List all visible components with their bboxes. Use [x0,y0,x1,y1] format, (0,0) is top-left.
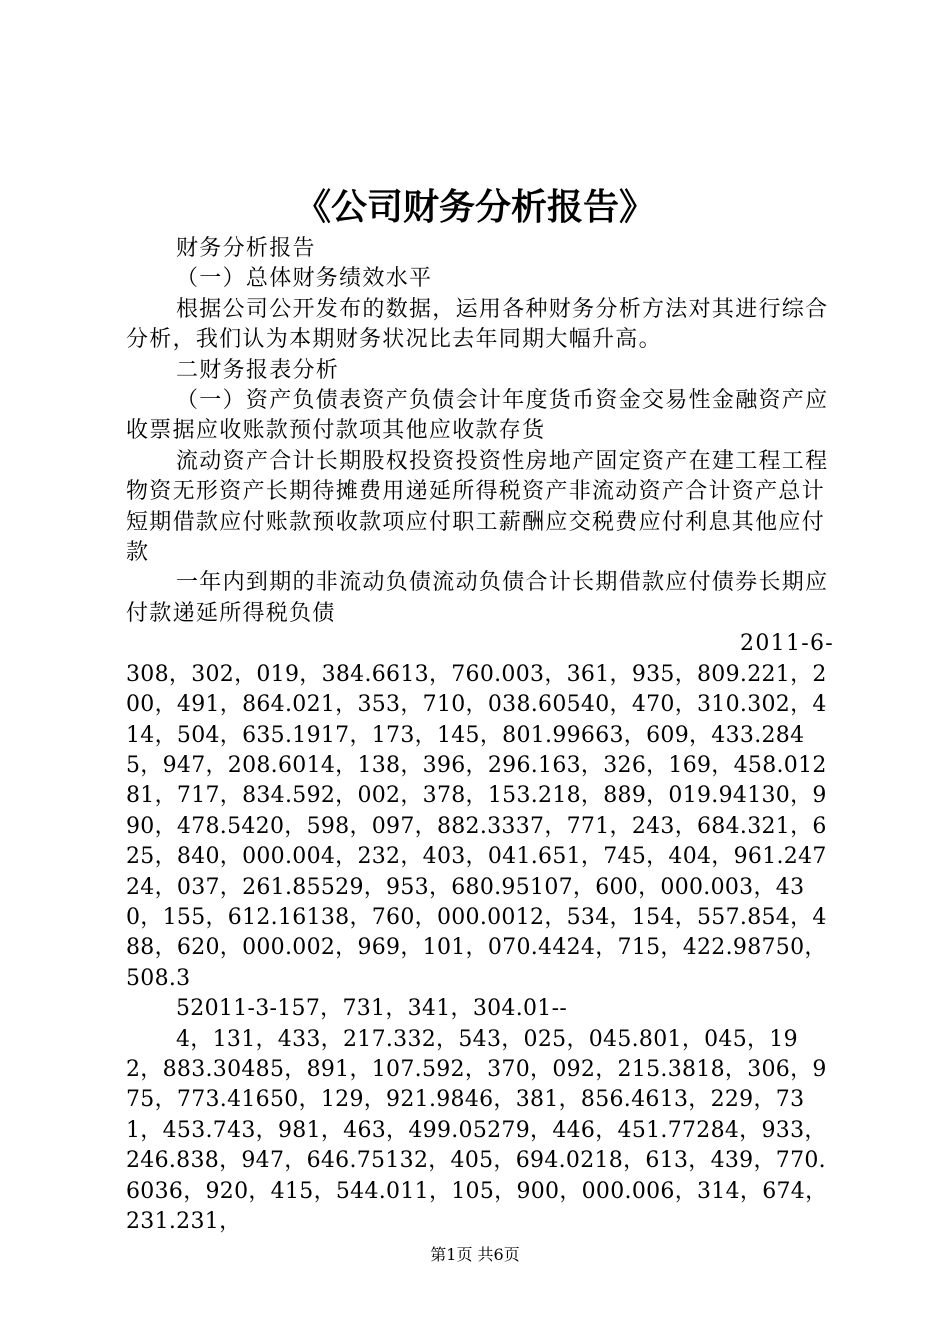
document-title: 《公司财务分析报告》 [294,187,655,228]
paragraph-figures-2: 52011-3-157，731，341，304.01-- [176,996,568,1022]
paragraph-date: 2011-6- [740,631,834,657]
paragraph-section-2: 二财务报表分析 [176,357,340,383]
paragraph-heading: 财务分析报告 [176,236,316,261]
paragraph-figures-1: 308，302，019，384.6613，760.003，361，935，809.221，200，491，864.021，353，710，038.60540，470，310.302，414，504，635.1917，173，145，801.99663，609，433.2845，947，208.6014，138，396，296.163，326，169，458.01281，717，834.592，002，378，153.218，889，019.94130，990，478.5420，598，097，882.3337，771，243，684.321，625，840，000.004，232，403，041.651，745，404，961.24724，037，261.85529，953，680.95107，600，000.003，430，155，612.16138，760，000.0012，534，154，557.854，488，620，000.002，969，101，070.4424，715，422.98750，508.3 [126,661,827,991]
paragraph-balance-sheet-items: （一）资产负债表资产负债会计年度货币资金交易性金融资产应收票据应收账款预付款项其他应收款存货 [126,388,829,444]
paragraph-section-1: （一）总体财务绩效水平 [176,266,433,292]
paragraph-figures-3: 4，131，433，217.332，543，025，045.801，045，192，883.30485，891，107.592，370，092，215.3818，306，975，773.41650，129，921.9846，381，856.4613，229，731，453.743，981，463，499.05279，446，451.77284，933，246.838，947，646.75132，405，694.0218，613，439，770.6036，920，415，544.011，105，900，000.006，314，674，231.231， [126,1026,828,1234]
page-footer: 第1页 共6页 [430,1245,520,1264]
paragraph-liabilities-items: 一年内到期的非流动负债流动负债合计长期借款应付债券长期应付款递延所得税负债 [126,570,829,626]
paragraph-summary: 根据公司公开发布的数据，运用各种财务分析方法对其进行综合分析，我们认为本期财务状况比去年同期大幅升高。 [126,296,829,353]
paragraph-current-assets-items: 流动资产合计长期股权投资投资性房地产固定资产在建工程工程物资无形资产长期待摊费用递延所得税资产非流动资产合计资产总计短期借款应付账款预收款项应付职工薪酬应交税费应付利息其他应付款 [126,448,829,566]
document-body [126,234,834,1237]
